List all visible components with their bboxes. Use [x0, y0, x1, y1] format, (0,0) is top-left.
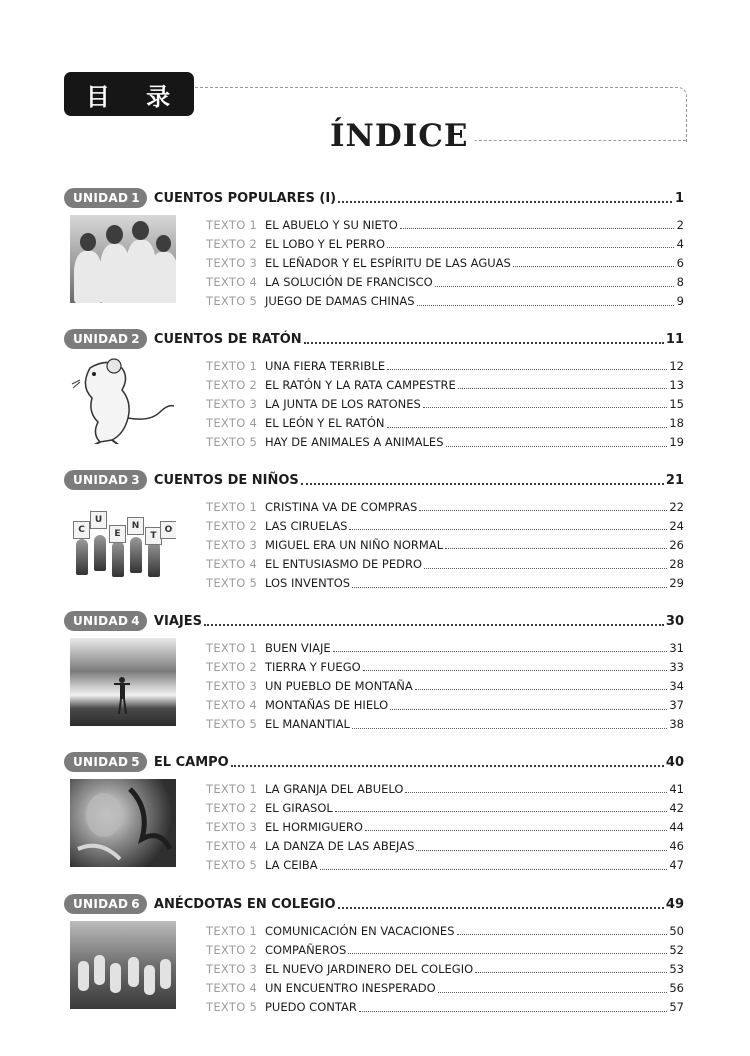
- text-entry[interactable]: [206, 497, 684, 516]
- text-label: TEXTO 5: [206, 576, 258, 591]
- leader-dots: [301, 483, 664, 485]
- text-label: TEXTO 2: [206, 659, 258, 674]
- text-page: 13: [669, 377, 684, 392]
- text-page: 22: [669, 499, 684, 514]
- text-label: TEXTO 1: [206, 358, 258, 373]
- text-title: HAY DE ANIMALES A ANIMALES: [265, 435, 444, 450]
- text-title: TIERRA Y FUEGO: [265, 659, 361, 674]
- text-entry[interactable]: [206, 940, 684, 959]
- text-entry[interactable]: [206, 375, 684, 394]
- text-label: TEXTO 1: [206, 640, 258, 655]
- unit-3: [64, 469, 684, 593]
- mouse-cartoon: [70, 356, 176, 444]
- text-page: 18: [669, 416, 684, 431]
- text-page: 42: [669, 800, 684, 815]
- leader-dots: [419, 510, 667, 511]
- unit-title: VIAJES: [153, 613, 202, 629]
- leader-dots: [390, 709, 667, 710]
- text-entry[interactable]: [206, 779, 684, 798]
- text-label: TEXTO 2: [206, 518, 258, 533]
- text-entry[interactable]: [206, 356, 684, 375]
- leader-dots: [438, 992, 668, 993]
- text-label: TEXTO 5: [206, 435, 258, 450]
- text-entry[interactable]: [206, 638, 684, 657]
- text-entry[interactable]: [206, 837, 684, 856]
- text-page: 52: [669, 942, 684, 957]
- text-page: 50: [669, 923, 684, 938]
- leader-dots: [387, 427, 668, 428]
- text-label: TEXTO 3: [206, 537, 258, 552]
- text-label: TEXTO 5: [206, 294, 258, 309]
- text-title: COMUNICACIÓN EN VACACIONES: [265, 923, 455, 938]
- leader-dots: [335, 811, 668, 812]
- leader-dots: [320, 869, 668, 870]
- leader-dots: [417, 305, 674, 306]
- text-title: PUEDO CONTAR: [265, 1000, 357, 1015]
- unit-heading[interactable]: [64, 328, 684, 350]
- text-title: MONTAÑAS DE HIELO: [265, 698, 389, 713]
- text-entry[interactable]: [206, 394, 684, 413]
- text-label: TEXTO 5: [206, 717, 258, 732]
- unit-heading[interactable]: [64, 751, 684, 773]
- text-page: 28: [669, 557, 684, 572]
- unit-badge: UNIDAD 6: [64, 894, 147, 914]
- text-title: EL LOBO Y EL PERRO: [265, 236, 386, 251]
- text-entry[interactable]: [206, 921, 684, 940]
- unit-page: 40: [665, 754, 684, 770]
- leader-dots: [435, 286, 674, 287]
- unit-1: [64, 187, 684, 311]
- text-page: 26: [669, 537, 684, 552]
- unit-badge: UNIDAD 4: [64, 611, 147, 631]
- unit-title: CUENTOS POPULARES (I): [153, 190, 337, 206]
- text-page: 41: [669, 781, 684, 796]
- unit-heading[interactable]: [64, 610, 684, 632]
- text-page: 29: [669, 576, 684, 591]
- text-title: EL ENTUSIASMO DE PEDRO: [265, 557, 423, 572]
- text-entry[interactable]: [206, 657, 684, 676]
- unit-badge: UNIDAD 1: [64, 188, 147, 208]
- text-page: 53: [669, 961, 684, 976]
- leader-dots: [363, 670, 668, 671]
- text-entry[interactable]: [206, 798, 684, 817]
- text-entry[interactable]: [206, 215, 684, 234]
- field-photo: [70, 779, 176, 867]
- leader-dots: [424, 568, 667, 569]
- text-title: LA GRANJA DEL ABUELO: [265, 781, 404, 796]
- text-title: EL MANANTIAL: [265, 717, 350, 732]
- text-page: 6: [676, 255, 684, 270]
- text-label: TEXTO 3: [206, 961, 258, 976]
- text-page: 57: [669, 1000, 684, 1015]
- text-label: TEXTO 4: [206, 275, 258, 290]
- text-page: 9: [676, 294, 684, 309]
- text-label: TEXTO 2: [206, 236, 258, 251]
- text-entry[interactable]: [206, 856, 684, 875]
- text-title: LOS INVENTOS: [265, 576, 351, 591]
- text-label: TEXTO 4: [206, 698, 258, 713]
- unit-heading[interactable]: [64, 893, 684, 915]
- text-title: EL RATÓN Y LA RATA CAMPESTRE: [265, 377, 456, 392]
- text-page: 38: [669, 717, 684, 732]
- text-entry[interactable]: [206, 433, 684, 452]
- text-title: LA SOLUCIÓN DE FRANCISCO: [265, 275, 433, 290]
- leader-dots: [304, 342, 664, 344]
- leader-dots: [365, 830, 667, 831]
- text-label: TEXTO 1: [206, 217, 258, 232]
- text-page: 2: [676, 217, 684, 232]
- text-entry[interactable]: [206, 253, 684, 272]
- text-entry[interactable]: [206, 414, 684, 433]
- text-title: JUEGO DE DAMAS CHINAS: [265, 294, 415, 309]
- unit-heading[interactable]: [64, 187, 684, 209]
- text-entry[interactable]: [206, 292, 684, 311]
- text-page: 15: [669, 396, 684, 411]
- family-photo: [70, 215, 176, 303]
- text-label: TEXTO 2: [206, 377, 258, 392]
- text-entry[interactable]: [206, 715, 684, 734]
- leader-dots: [352, 587, 667, 588]
- text-entry[interactable]: [206, 555, 684, 574]
- text-page: 24: [669, 518, 684, 533]
- leader-dots: [349, 529, 667, 530]
- leader-dots: [333, 651, 668, 652]
- text-page: 46: [669, 839, 684, 854]
- leader-dots: [352, 728, 667, 729]
- leader-dots: [423, 407, 668, 408]
- unit-page: 1: [674, 190, 684, 206]
- kids-cuento-illustration: C U E N T O: [70, 497, 176, 585]
- unit-badge: UNIDAD 3: [64, 470, 147, 490]
- leader-dots: [204, 624, 664, 626]
- leader-dots: [348, 953, 667, 954]
- text-page: 12: [669, 358, 684, 373]
- text-label: TEXTO 5: [206, 1000, 258, 1015]
- leader-dots: [445, 548, 667, 549]
- school-photo: [70, 921, 176, 1009]
- leader-dots: [405, 792, 667, 793]
- text-title: EL NUEVO JARDINERO DEL COLEGIO: [265, 961, 474, 976]
- unit-title: CUENTOS DE RATÓN: [153, 331, 302, 347]
- text-title: UN ENCUENTRO INESPERADO: [265, 981, 436, 996]
- unit-5: [64, 751, 684, 875]
- text-entry[interactable]: [206, 234, 684, 253]
- text-label: TEXTO 2: [206, 800, 258, 815]
- leader-dots: [458, 388, 668, 389]
- text-page: 56: [669, 981, 684, 996]
- text-label: TEXTO 4: [206, 981, 258, 996]
- text-label: TEXTO 3: [206, 678, 258, 693]
- text-title: LA JUNTA DE LOS RATONES: [265, 396, 421, 411]
- text-title: EL ABUELO Y SU NIETO: [265, 217, 398, 232]
- unit-page: 30: [665, 613, 684, 629]
- unit-6: [64, 893, 684, 1017]
- text-page: 31: [669, 640, 684, 655]
- text-label: TEXTO 4: [206, 557, 258, 572]
- text-label: TEXTO 1: [206, 499, 258, 514]
- text-label: TEXTO 4: [206, 839, 258, 854]
- unit-2: [64, 328, 684, 452]
- header-underline: [444, 140, 686, 141]
- leader-dots: [457, 934, 668, 935]
- text-title: EL HORMIGUERO: [265, 819, 363, 834]
- text-entry[interactable]: [206, 979, 684, 998]
- text-entry[interactable]: [206, 516, 684, 535]
- text-label: TEXTO 3: [206, 819, 258, 834]
- leader-dots: [338, 907, 664, 909]
- text-label: TEXTO 3: [206, 396, 258, 411]
- leader-dots: [416, 850, 667, 851]
- text-title: UNA FIERA TERRIBLE: [265, 358, 386, 373]
- text-page: 4: [676, 236, 684, 251]
- text-label: TEXTO 4: [206, 416, 258, 431]
- leader-dots: [475, 972, 667, 973]
- text-entry[interactable]: [206, 535, 684, 554]
- text-page: 34: [669, 678, 684, 693]
- leader-dots: [400, 228, 674, 229]
- text-page: 8: [676, 275, 684, 290]
- text-page: 19: [669, 435, 684, 450]
- text-title: BUEN VIAJE: [265, 640, 331, 655]
- leader-dots: [231, 765, 664, 767]
- text-page: 47: [669, 858, 684, 873]
- unit-badge: UNIDAD 2: [64, 329, 147, 349]
- travel-photo: [70, 638, 176, 726]
- text-title: LAS CIRUELAS: [265, 518, 348, 533]
- unit-title: EL CAMPO: [153, 754, 229, 770]
- leader-dots: [415, 689, 668, 690]
- text-label: TEXTO 3: [206, 255, 258, 270]
- text-page: 33: [669, 659, 684, 674]
- text-entry[interactable]: [206, 959, 684, 978]
- text-entry[interactable]: [206, 273, 684, 292]
- text-title: EL GIRASOL: [265, 800, 333, 815]
- text-label: TEXTO 2: [206, 942, 258, 957]
- text-title: UN PUEBLO DE MONTAÑA: [265, 678, 413, 693]
- text-entry[interactable]: [206, 676, 684, 695]
- leader-dots: [359, 1011, 668, 1012]
- page-title: ÍNDICE: [330, 118, 475, 154]
- unit-4: [64, 610, 684, 734]
- text-label: TEXTO 5: [206, 858, 258, 873]
- text-label: TEXTO 1: [206, 781, 258, 796]
- text-title: LA DANZA DE LAS ABEJAS: [265, 839, 415, 854]
- leader-dots: [513, 266, 674, 267]
- text-title: COMPAÑEROS: [265, 942, 347, 957]
- text-title: LA CEIBA: [265, 858, 318, 873]
- leader-dots: [387, 247, 674, 248]
- text-title: EL LEÓN Y EL RATÓN: [265, 416, 385, 431]
- text-entry[interactable]: [206, 574, 684, 593]
- unit-heading[interactable]: [64, 469, 684, 491]
- text-entry[interactable]: [206, 696, 684, 715]
- unit-page: 49: [665, 896, 684, 912]
- unit-page: 11: [665, 331, 684, 347]
- text-page: 37: [669, 698, 684, 713]
- unit-page: 21: [665, 472, 684, 488]
- text-label: TEXTO 1: [206, 923, 258, 938]
- unit-title: ANÉCDOTAS EN COLEGIO: [153, 896, 336, 912]
- text-entry[interactable]: [206, 998, 684, 1017]
- leader-dots: [387, 369, 667, 370]
- unit-title: CUENTOS DE NIÑOS: [153, 472, 299, 488]
- text-title: CRISTINA VA DE COMPRAS: [265, 499, 418, 514]
- text-entry[interactable]: [206, 817, 684, 836]
- leader-dots: [446, 446, 668, 447]
- text-title: MIGUEL ERA UN NIÑO NORMAL: [265, 537, 444, 552]
- unit-badge: UNIDAD 5: [64, 752, 147, 772]
- text-title: EL LEÑADOR Y EL ESPÍRITU DE LAS AGUAS: [265, 255, 511, 270]
- text-page: 44: [669, 819, 684, 834]
- leader-dots: [338, 201, 672, 203]
- header-tab: 目 录: [64, 72, 194, 116]
